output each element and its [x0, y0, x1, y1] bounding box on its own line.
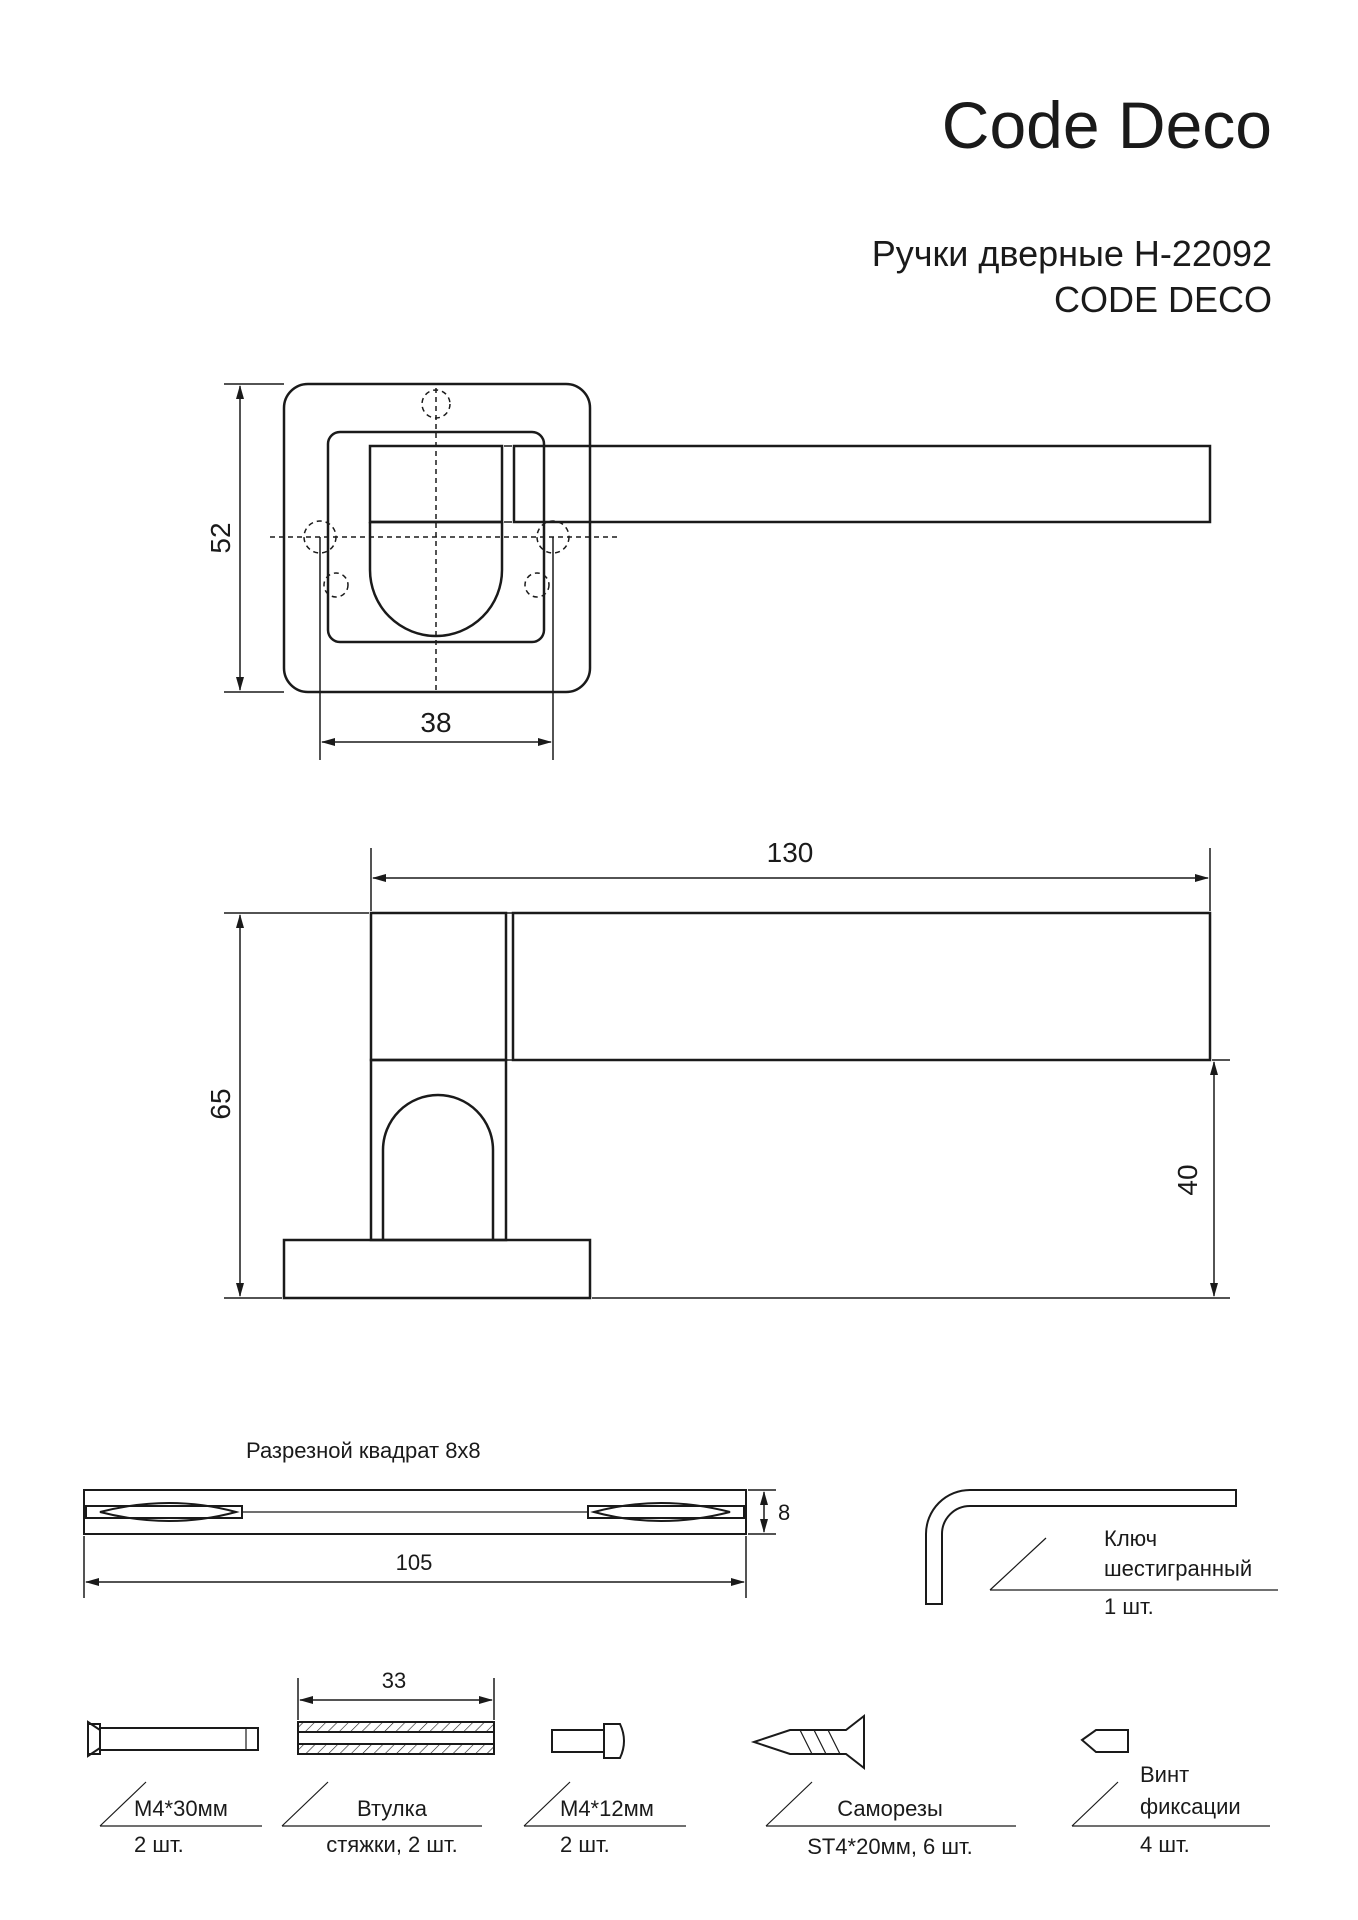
brand-logo: Code Deco: [941, 88, 1272, 162]
part-self-tapping-name: Саморезы: [837, 1796, 943, 1821]
neck-block: [370, 446, 502, 522]
self-tapping-screw-icon: [754, 1716, 864, 1768]
neck-side-arch: [383, 1095, 493, 1240]
part-fixation-qty: 4 шт.: [1140, 1832, 1190, 1857]
brand-caps: CODE DECO: [1053, 279, 1272, 320]
base-plate: [284, 1240, 590, 1298]
square-spindle: [84, 1490, 746, 1534]
dim-height-52: 52: [205, 522, 236, 554]
neck-lower: [371, 1060, 506, 1240]
dim-height-65: 65: [205, 1088, 236, 1120]
part-bushing-qty: стяжки, 2 шт.: [326, 1832, 458, 1857]
part-self-tapping-qty: ST4*20мм, 6 шт.: [807, 1834, 973, 1859]
fixation-screw-icon: [1082, 1730, 1128, 1752]
lever-side: [513, 913, 1210, 1060]
dim-height-40: 40: [1172, 1164, 1203, 1196]
side-view: [284, 913, 1210, 1298]
spindle-title: Разрезной квадрат 8х8: [246, 1438, 481, 1463]
part-m4x12-qty: 2 шт.: [560, 1832, 610, 1857]
screw-m4x12-icon: [552, 1724, 624, 1758]
hex-key-icon: [926, 1490, 1236, 1604]
dim-length-130: 130: [766, 837, 814, 868]
bushing-icon: [298, 1722, 494, 1754]
top-view-dimensions: [224, 384, 553, 760]
part-fixation-name: Винт: [1140, 1762, 1190, 1787]
side-view-dimensions: [224, 848, 1230, 1298]
screw-m4x30-icon: [88, 1722, 258, 1756]
lever-top: [514, 446, 1210, 522]
part-bushing-name: Втулка: [357, 1796, 427, 1821]
dim-spindle-8: 8: [778, 1500, 791, 1525]
product-title: Ручки дверные H-22092: [871, 233, 1272, 274]
hex-key-label-2: шестигранный: [1104, 1556, 1253, 1581]
dim-width-38: 38: [420, 707, 452, 738]
dim-spindle-105: 105: [395, 1550, 433, 1575]
part-fixation-name2: фиксации: [1140, 1794, 1241, 1819]
dim-bushing-33: 33: [381, 1668, 407, 1693]
part-m4x12-name: M4*12мм: [560, 1796, 654, 1821]
part-m4x30-name: M4*30мм: [134, 1796, 228, 1821]
neck-upper: [371, 913, 506, 1060]
hex-key-qty: 1 шт.: [1104, 1594, 1154, 1619]
parts-leaders: [100, 1782, 1270, 1826]
top-view: [270, 384, 1210, 692]
hex-key-label-1: Ключ: [1104, 1526, 1158, 1551]
part-m4x30-qty: 2 шт.: [134, 1832, 184, 1857]
